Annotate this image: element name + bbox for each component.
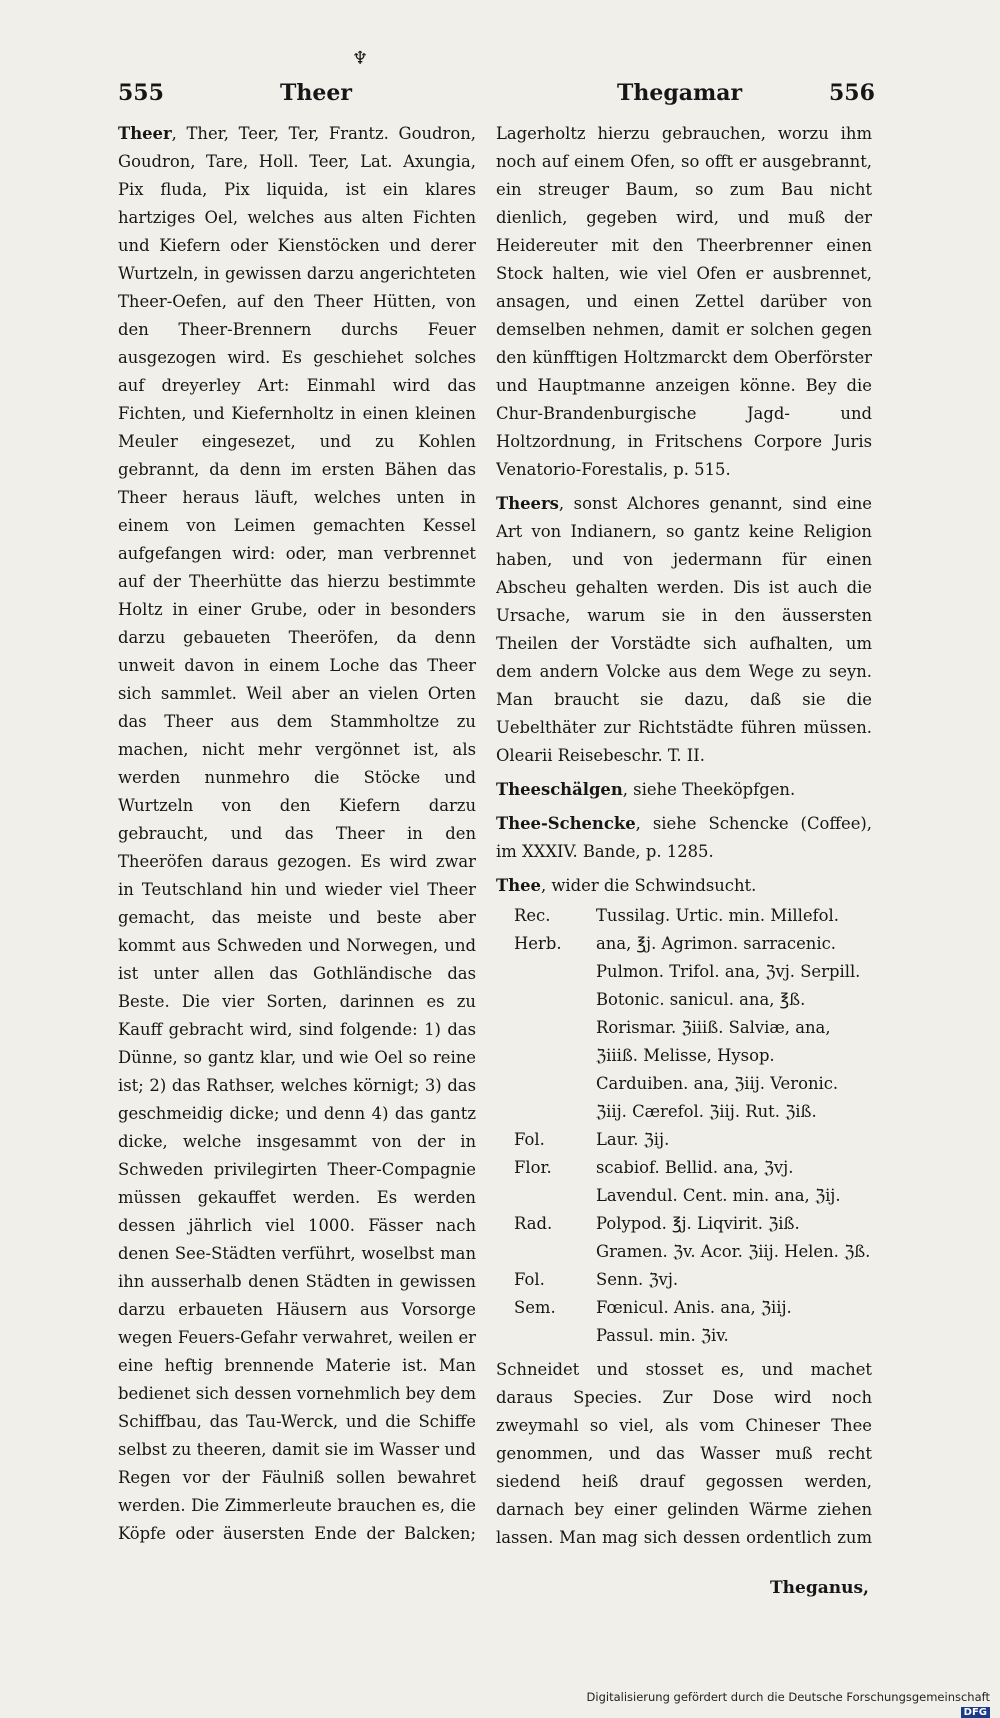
- entry-text: , siehe Theeköpfgen.: [622, 780, 796, 799]
- recipe-label: Flor.: [514, 1158, 552, 1177]
- right-running-title: Thegamar: [617, 80, 743, 106]
- left-page-number: 555: [118, 80, 164, 106]
- entry-head: Thee-Schencke: [496, 814, 636, 833]
- recipe-label: Rec. Herb.: [514, 906, 562, 953]
- recipe-block: [496, 902, 872, 1350]
- entry-thee-schencke: [496, 810, 872, 866]
- recipe-text: Laur. ℨij.: [596, 1130, 670, 1149]
- recipe-text: Fœnicul. Anis. ana, ℨiij.: [596, 1298, 792, 1317]
- recipe-row: [496, 1154, 872, 1210]
- recipe-text: Passul. min. ℨiv.: [596, 1326, 729, 1345]
- recipe-row: [496, 902, 872, 1126]
- continuation-paragraph: Lagerholtz hierzu gebrauchen, worzu ihm noch auf einem Ofen, so offt er ausgebrannt, ein streuger Baum, so zum Bau nicht dienlich, gegeben wird, und muß der Heidereuter mit den Theerbrenner einen Stock halten, wie viel Ofen er ausbrennet, ansagen, und einen Zettel darüber von demselben nehmen, damit er solchen gegen den künfftigen Holtzmarckt dem Oberförster und Hauptmanne anzeigen könne. Bey die Chur-Brandenburgische Jagd- und Holtzordnung, in Fritschens Corpore Juris Venatorio-Forestalis, p. 515.: [496, 124, 872, 479]
- entry-head: Thee: [496, 876, 541, 895]
- recipe-label: Fol.: [514, 1130, 545, 1149]
- entry-thee-schwindsucht: [496, 872, 872, 900]
- entry-head: Theers: [496, 494, 559, 513]
- entry-theer: [118, 120, 476, 1551]
- recipe-row: [496, 1322, 872, 1350]
- recipe-row: [496, 1210, 872, 1266]
- entry-head: Theeschälgen: [496, 780, 623, 799]
- recipe-text: Polypod. ℥j. Liqvirit. ℨiß. Gramen. ℨv. Acor. ℨiij. Helen. ℨß.: [596, 1214, 871, 1261]
- footer-text: Digitalisierung gefördert durch die Deutsche Forschungsgemeinschaft: [586, 1690, 990, 1704]
- right-page-number: 556: [829, 80, 875, 106]
- entry-head: Theer: [118, 124, 172, 143]
- recipe-label: Sem.: [514, 1298, 556, 1317]
- recipe-label: Fol.: [514, 1270, 545, 1289]
- left-running-title: Theer: [280, 80, 352, 106]
- recipe-row: [496, 1294, 872, 1322]
- recipe-row: [496, 1126, 872, 1154]
- recipe-text: scabiof. Bellid. ana, ℨvj. Lavendul. Cent. min. ana, ℨij.: [596, 1158, 841, 1205]
- recipe-row: [496, 1266, 872, 1294]
- left-column: [118, 120, 476, 1551]
- recipe-text: Tussilag. Urtic. min. Millefol. ana, ℥j. Agrimon. sarracenic. Pulmon. Trifol. ana, ℨvj. Serpill. Botonic. sanicul. ana, ℥ß. Rorismar. ℨiiiß. Salviæ, ana, ℨiiiß. Melisse, Hysop. Carduiben. ana, ℨiij. Veronic. ℨiij. Cærefol. ℨiij. Rut. ℨiß.: [596, 906, 861, 1121]
- catchword: Theganus,: [770, 1578, 869, 1598]
- top-ink-mark: ♆: [352, 48, 369, 69]
- entry-text: , siehe Schencke (Coffee), im XXXIV. Bande, p. 1285.: [496, 814, 872, 861]
- recipe-label: Rad.: [514, 1214, 553, 1233]
- entry-theeschaelgen: [496, 776, 872, 804]
- entry-text: , Ther, Teer, Ter, Frantz. Goudron, Goudron, Tare, Holl. Teer, Lat. Axungia, Pix fluda, Pix liquida, ist ein klares hartziges Oel, welches aus alten Fichten und Kiefern oder Kienstöcken und derer Wurtzeln, in gewissen darzu angerichteten Theer-Oefen, auf den Theer Hütten, von den Theer-Brennern durchs Feuer ausgezogen wird. Es geschiehet solches auf dreyerley Art: Einmahl wird das Fichten, und Kiefernholtz in einen kleinen Meuler eingesezet, und zu Kohlen gebrannt, da denn im ersten Bähen das Theer heraus läuft, welches unten in einem von Leimen gemachten Kessel aufgefangen wird: oder, man verbrennet auf der Theerhütte das hierzu bestimmte Holtz in einer Grube, oder in besonders darzu gebaueten Theeröfen, da denn unweit davon in einem Loche das Theer sich sammlet. Weil aber an vielen Orten das Theer aus dem Stammholtze zu machen, nicht mehr vergönnet ist, als werden nunmehro die Stöcke und Wurtzeln von den Kiefern darzu gebraucht, und das Theer in den Theeröfen daraus gezogen. Es wird zwar in Teutschland hin und wieder viel Theer gemacht, das meiste und beste aber kommt aus Schweden und Norwegen, und ist unter allen das Gothländische das Beste. Die vier Sorten, darinnen es zu Kauff gebracht wird, sind folgende: 1) das Dünne, so gantz klar, und wie Oel so reine ist; 2) das Rathser, welches körnigt; 3) das geschmeidig dicke; und denn 4) das gantz dicke, welche insgesammt von der in Schweden privilegirten Theer-Compagnie müssen gekauffet werden. Es werden dessen jährlich viel 1000. Fässer nach denen See-Städten verführt, woselbst man ihn ausserhalb denen Städten in gewissen darzu erbaueten Häusern aus Vorsorge wegen Feuers-Gefahr verwahret, weilen er eine heftig brennende Materie ist. Man bedienet sich dessen vornehmlich bey dem Schiffbau, das Tau-Werck, und die Schiffe selbst zu theeren, damit sie im Wasser und Regen vor der Fäulniß sollen bewahret werden. Die Zimmerleute brauchen es, die Köpfe oder äusersten Ende der Balcken;: [118, 124, 476, 1543]
- right-column: [496, 120, 872, 1551]
- dfg-logo-badge: DFG: [961, 1707, 990, 1718]
- recipe-label: [496, 1322, 596, 1350]
- recipe-instructions: Schneidet und stosset es, und machet daraus Species. Zur Dose wird noch zweymahl so viel, als vom Chineser Thee genommen, und das Wasser muß recht siedend heiß drauf gegossen werden, darnach bey einer gelinden Wärme ziehen lassen. Man mag sich dessen ordentlich zum: [496, 1360, 872, 1547]
- entry-text: , wider die Schwindsucht.: [540, 876, 757, 895]
- digitization-footer: [560, 1690, 990, 1718]
- recipe-text: Senn. ℨvj.: [596, 1270, 679, 1289]
- entry-text: , sonst Alchores genannt, sind eine Art von Indianern, so gantz keine Religion haben, und von jedermann für einen Abscheu gehalten werden. Dis ist auch die Ursache, warum sie in den äussersten Theilen der Vorstädte sich aufhalten, um dem andern Volcke aus dem Wege zu seyn. Man braucht sie dazu, daß sie die Uebelthäter zur Richtstädte führen müssen. Olearii Reisebeschr. T. II.: [496, 494, 872, 765]
- entry-theers: [496, 490, 872, 770]
